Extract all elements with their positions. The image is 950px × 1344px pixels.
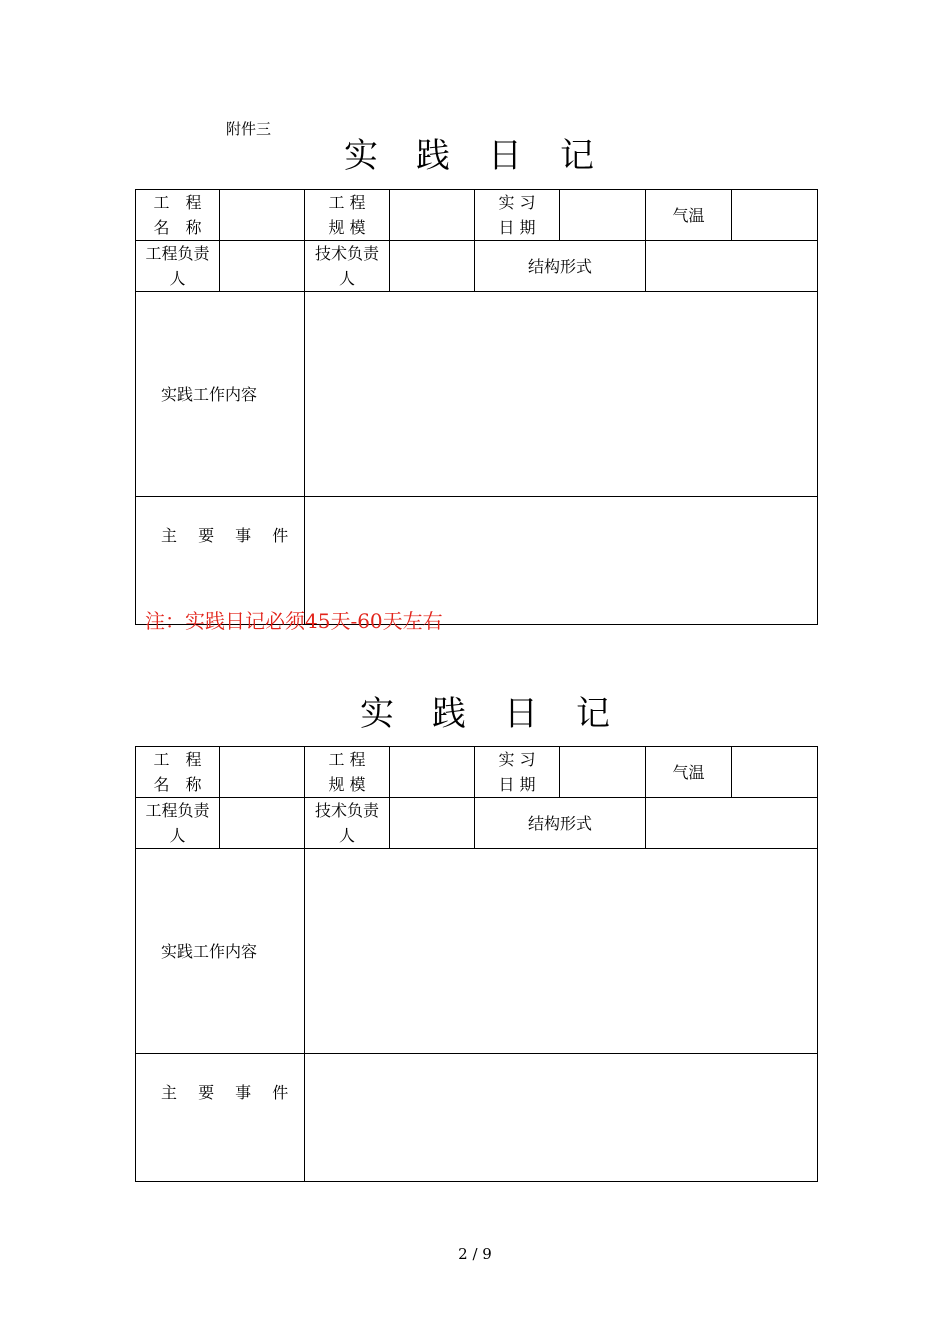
title-char: 实 — [344, 136, 378, 176]
structure-type-field[interactable] — [646, 241, 818, 292]
title-char: 记 — [560, 136, 594, 176]
main-events-field[interactable] — [305, 1054, 818, 1182]
page-title — [0, 128, 944, 177]
technical-manager-field[interactable] — [390, 241, 475, 292]
note-text: 注：实践日记必须45天-60天左右 — [145, 609, 443, 633]
project-scale-label: 工 程 规 模 — [305, 190, 390, 241]
project-manager-label: 工程负责 人 — [136, 241, 220, 292]
page-number: 2 / 9 — [458, 1245, 492, 1263]
structure-type-field[interactable] — [646, 798, 818, 849]
main-events-label: 主 要 事 件 — [136, 497, 305, 625]
title-char: 实 — [360, 694, 394, 734]
project-scale-field[interactable] — [390, 190, 475, 241]
project-manager-label: 工程负责 人 — [136, 798, 220, 849]
technical-manager-field[interactable] — [390, 798, 475, 849]
temperature-field[interactable] — [732, 747, 818, 798]
internship-date-field[interactable] — [560, 747, 646, 798]
project-name-label: 工 程 名 称 — [136, 190, 220, 241]
project-name-label: 工 程 名 称 — [136, 747, 220, 798]
project-manager-field[interactable] — [220, 241, 305, 292]
title-char: 日 — [504, 694, 538, 734]
project-manager-field[interactable] — [220, 798, 305, 849]
technical-manager-label: 技术负责 人 — [305, 241, 390, 292]
structure-type-label: 结构形式 — [475, 241, 646, 292]
internship-date-label: 实 习 日 期 — [475, 190, 560, 241]
work-content-field[interactable] — [305, 849, 818, 1054]
temperature-label: 气温 — [646, 190, 732, 241]
project-name-field[interactable] — [220, 747, 305, 798]
diary-form-table — [135, 189, 818, 625]
project-scale-field[interactable] — [390, 747, 475, 798]
structure-type-label: 结构形式 — [475, 798, 646, 849]
title-char: 日 — [488, 136, 522, 176]
temperature-label: 气温 — [646, 747, 732, 798]
work-content-field[interactable] — [305, 292, 818, 497]
project-scale-label: 工 程 规 模 — [305, 747, 390, 798]
main-events-label: 主 要 事 件 — [136, 1054, 305, 1182]
title-char: 践 — [416, 136, 450, 176]
temperature-field[interactable] — [732, 190, 818, 241]
page-title — [10, 686, 950, 735]
title-char: 践 — [432, 694, 466, 734]
diary-form-table — [135, 746, 818, 1182]
title-char: 记 — [576, 694, 610, 734]
work-content-label: 实践工作内容 — [136, 849, 305, 1054]
project-name-field[interactable] — [220, 190, 305, 241]
technical-manager-label: 技术负责 人 — [305, 798, 390, 849]
internship-date-field[interactable] — [560, 190, 646, 241]
internship-date-label: 实 习 日 期 — [475, 747, 560, 798]
attachment-label: 附件三 — [226, 120, 272, 138]
work-content-label: 实践工作内容 — [136, 292, 305, 497]
